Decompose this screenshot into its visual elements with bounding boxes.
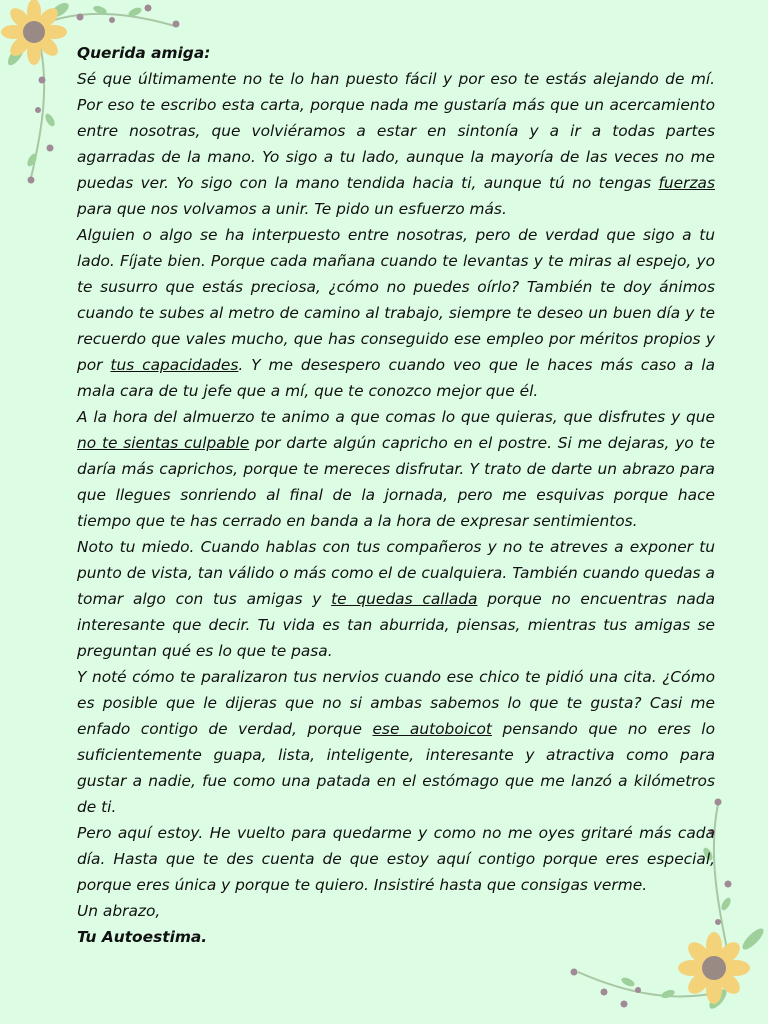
paragraph-text: por darte algún capricho en el postre. Si me dejaras, yo te daría más caprichos, porque te mereces disfrutar. Y trato de darte un abrazo para que llegues sonriendo al final de la jornada, pero me esquivas porque hace tiempo que te has cerrado en banda a la hora de expresar sentimientos.	[77, 434, 715, 530]
paragraph-text: Sé que últimamente no te lo han puesto fácil y por eso te estás alejando de mí. Por eso te escribo esta carta, porque nada me gustaría más que un acercamiento entre nosotras, que volviéramos a estar en sintonía y a ir a todas partes agarradas de la mano. Yo sigo a tu lado, aunque la mayoría de las veces no me puedas ver. Yo sigo con la mano tendida hacia ti, aunque tú no tengas	[77, 70, 715, 192]
paragraph-text: . Y me desespero cuando veo que le haces más caso a la mala cara de tu jefe que a mí, que te conozco mejor que él.	[77, 356, 715, 400]
paragraph-text: para que nos volvamos a unir. Te pido un esfuerzo más.	[77, 200, 507, 218]
paragraph-text: Y noté cómo te paralizaron tus nervios cuando ese chico te pidió una cita. ¿Cómo es posible que le dijeras que no si ambas sabemos lo que te gusta? Casi me enfado contigo de verdad, porque	[77, 668, 715, 738]
letter-paragraph-3	[77, 404, 715, 534]
letter-paragraph-5	[77, 664, 715, 820]
letter-closing: Un abrazo,	[77, 902, 161, 920]
underlined-phrase: fuerzas	[658, 174, 715, 192]
letter-signature: Tu Autoestima.	[77, 928, 208, 946]
letter-paragraph-1	[77, 66, 715, 222]
paragraph-text: Alguien o algo se ha interpuesto entre nosotras, pero de verdad que sigo a tu lado. Fíjate bien. Porque cada mañana cuando te levantas y te miras al espejo, yo te susurro que estás preciosa, ¿cómo no puedes oírlo? También te doy ánimos cuando te subes al metro de camino al trabajo, siempre te deseo un buen día y te recuerdo que vales mucho, que has conseguido ese empleo por méritos propios y por	[77, 226, 715, 374]
letter-paragraph-6: Pero aquí estoy. He vuelto para quedarme y como no me oyes gritaré más cada día. Hasta que te des cuenta de que estoy aquí contigo porque eres especial, porque eres única y porque te quiero. Insistiré hasta que consigas verme.	[77, 824, 715, 894]
paragraph-text: A la hora del almuerzo te animo a que comas lo que quieras, que disfrutes y que	[77, 408, 715, 426]
letter-paragraph-4	[77, 534, 715, 664]
underlined-phrase: te quedas callada	[331, 590, 478, 608]
underlined-phrase: tus capacidades	[110, 356, 239, 374]
underlined-phrase: ese autoboicot	[372, 720, 492, 738]
letter-salutation: Querida amiga:	[77, 44, 211, 62]
paragraph-text: pensando que no eres lo suficientemente guapa, lista, inteligente, interesante y atractiva como para gustar a nadie, fue como una patada en el estómago que me lanzó a kilómetros de ti.	[77, 720, 716, 816]
letter-body	[77, 40, 715, 950]
paragraph-text: porque no encuentras nada interesante que decir. Tu vida es tan aburrida, piensas, mientras tus amigas se preguntan qué es lo que te pasa.	[77, 590, 716, 660]
paragraph-text: Noto tu miedo. Cuando hablas con tus compañeros y no te atreves a exponer tu punto de vista, tan válido o más como el de cualquiera. También cuando quedas a tomar algo con tus amigas y	[77, 538, 715, 608]
underlined-phrase: no te sientas culpable	[77, 434, 250, 452]
letter-paragraph-2	[77, 222, 715, 404]
